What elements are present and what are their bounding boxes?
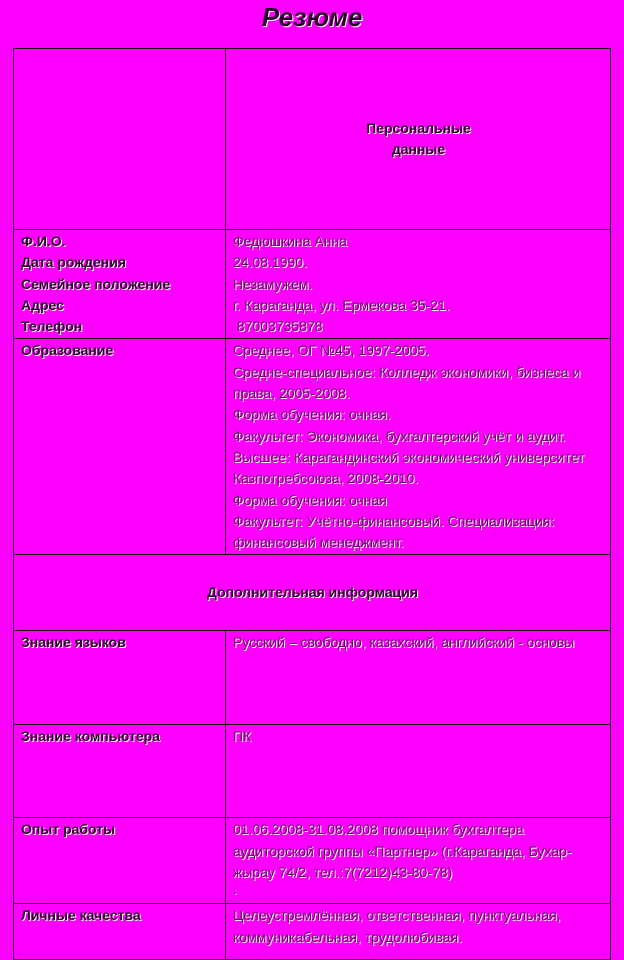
additional-info-heading: Дополнительная информация — [14, 555, 611, 631]
education-line: Среднее, ОГ №45, 1997-2005. — [233, 342, 430, 359]
label-marital-status: Семейное положение — [21, 275, 171, 292]
label-education: Образование — [14, 339, 226, 555]
languages-row — [14, 631, 611, 725]
experience-details — [226, 818, 611, 904]
resume-table — [13, 48, 611, 960]
value-phone: 87003735878 — [233, 318, 323, 335]
education-line: Высшее: Карагандинский экономический университет Казпотребсоюза, 2008-2010. — [233, 448, 585, 487]
value-fio: Федюшкина Анна — [233, 233, 347, 249]
experience-row — [14, 818, 611, 904]
value-computer: ПК — [226, 725, 611, 818]
education-line: Форма обучения: очная. — [233, 406, 391, 423]
qualities-row — [14, 904, 611, 960]
value-qualities: Целеустремлённая, ответственная, пунктуальная, коммуникабельная, трудолюбивая. — [226, 904, 611, 960]
education-line: Форма обучения: очная — [233, 491, 387, 508]
value-marital-status: Незамужем. — [233, 275, 313, 292]
value-address: г. Караганда, ул. Ермекова 35-21. — [233, 296, 450, 313]
education-details — [226, 339, 611, 555]
label-computer: Знание компьютера — [14, 725, 226, 818]
value-birth-date: 24.08.1990. — [233, 254, 307, 271]
education-line: Факультет: Учётно-финансовый. Специализация: финансовый менеджмент. — [233, 512, 555, 551]
label-address: Адрес — [21, 296, 64, 313]
value-languages: Русский – свободно, казахский, английский - основы — [226, 631, 611, 725]
personal-labels — [14, 230, 226, 339]
personal-header-row — [14, 49, 611, 230]
education-line: Средне-специальное: Колледж экономики, бизнеса и права, 2005-2008. — [233, 363, 581, 402]
personal-data-row — [14, 230, 611, 339]
label-phone: Телефон — [21, 318, 83, 335]
experience-trailing: . — [233, 881, 237, 898]
label-qualities: Личные качества — [14, 904, 226, 960]
personal-heading-line-2: данные — [391, 141, 446, 157]
label-experience: Опыт работы — [14, 818, 226, 904]
label-languages: Знание языков — [14, 631, 226, 725]
education-row — [14, 339, 611, 555]
personal-heading-line-1: Персональные — [366, 119, 471, 136]
additional-header-row — [14, 555, 611, 631]
computer-row — [14, 725, 611, 818]
value-experience: 01.06.2008-31.08.2008 помощник бухгалтера аудиторской группы «Партнер» (г.Караганда, Бухар-жырау 74/2, тел.:7(7212)43-80-78) — [233, 821, 572, 881]
personal-values — [226, 230, 611, 339]
label-fio: Ф.И.О. — [21, 233, 66, 249]
personal-data-heading — [226, 49, 611, 230]
label-birth-date: Дата рождения — [21, 254, 127, 271]
education-line: Факультет: Экономика, бухгалтерский учёт и аудит. — [233, 427, 566, 444]
page-title: Резюме — [261, 2, 363, 32]
empty-cell — [14, 49, 226, 230]
